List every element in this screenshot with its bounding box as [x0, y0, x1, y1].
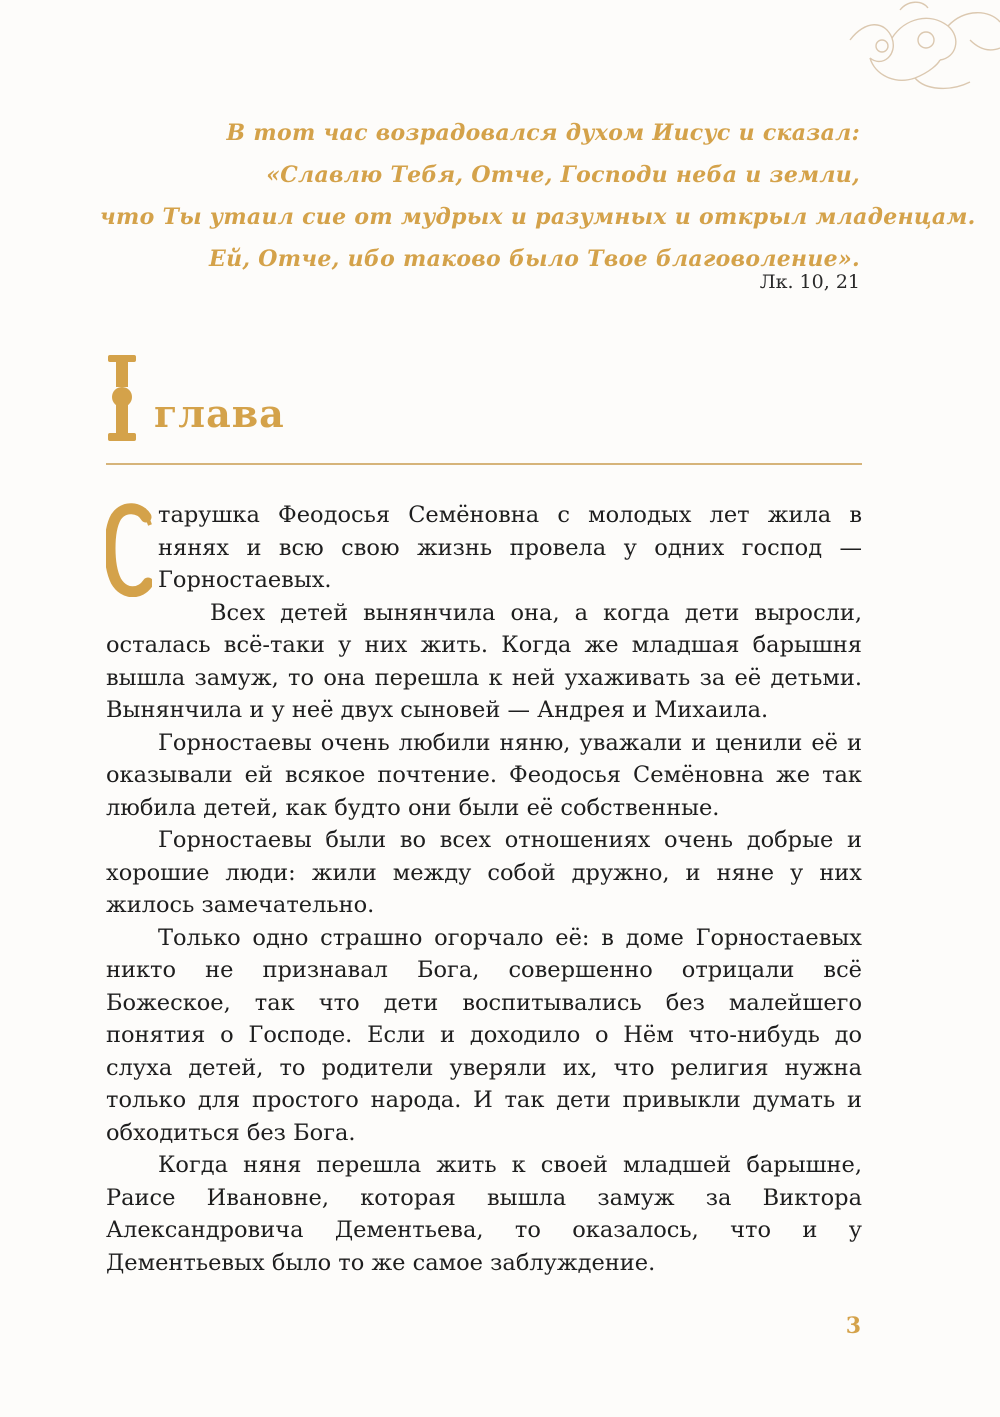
chapter-numeral [106, 355, 138, 443]
chapter-divider [106, 463, 862, 465]
story-text [106, 499, 862, 1279]
epigraph-line: Ей, Отче, ибо таково было Твое благоволение». [209, 246, 860, 272]
paragraph-text: тарушка Феодосья Семёновна с молодых лет жила в нянях и всю свою жизнь провела у одних господ — Горностаевых. [158, 502, 862, 593]
chapter-word: глава [154, 391, 285, 436]
paragraph: Горностаевы очень любили няню, уважали и ценили её и оказывали ей всякое почтение. Феодосья Семёновна же так любила детей, как будто они были её собственные. [106, 729, 862, 821]
paragraph: Горностаевы были во всех отношениях очень добрые и хорошие люди: жили между собой дружно, и няне у них жилось замечательно. [106, 827, 862, 918]
epigraph-line: что Ты утаил сие от мудрых и разумных и открыл младенцам. [100, 204, 976, 230]
paragraph [106, 499, 862, 597]
epigraph-reference: Лк. 10, 21 [759, 271, 860, 293]
epigraph-line: «Славлю Тебя, Отче, Господи неба и земли, [266, 162, 860, 188]
epigraph-line: В тот час возрадовался духом Иисус и сказал: [226, 120, 860, 146]
floral-ornament-icon [830, 0, 1000, 95]
drop-cap [106, 503, 152, 597]
page-number: 3 [845, 1313, 861, 1339]
epigraph [100, 112, 976, 280]
paragraph: Когда няня перешла жить к своей младшей барышне, Раисе Ивановне, которая вышла замуж за Виктора Александровича Дементьева, то оказалось, что и у Дементьевых было то же самое заблуждение. [106, 1152, 862, 1276]
paragraph: Только одно страшно огорчало её: в доме Горностаевых никто не признавал Бога, совершенно отрицали всё Божеское, так что дети воспитывались без малейшего понятия о Господе. Если и доходило о Нём что-нибудь до слуха детей, то родители уверяли их, что религия нужна только для простого народа. И так дети привыкли думать и обходиться без Бога. [106, 924, 862, 1146]
paragraph: Всех детей вынянчила она, а когда дети выросли, осталась всё-таки у них жить. Когда же младшая барышня вышла замуж, то она перешла к ней ухаживать за её детьми. Вынянчила и у неё двух сыновей — Андрея и Михаила. [106, 599, 862, 723]
